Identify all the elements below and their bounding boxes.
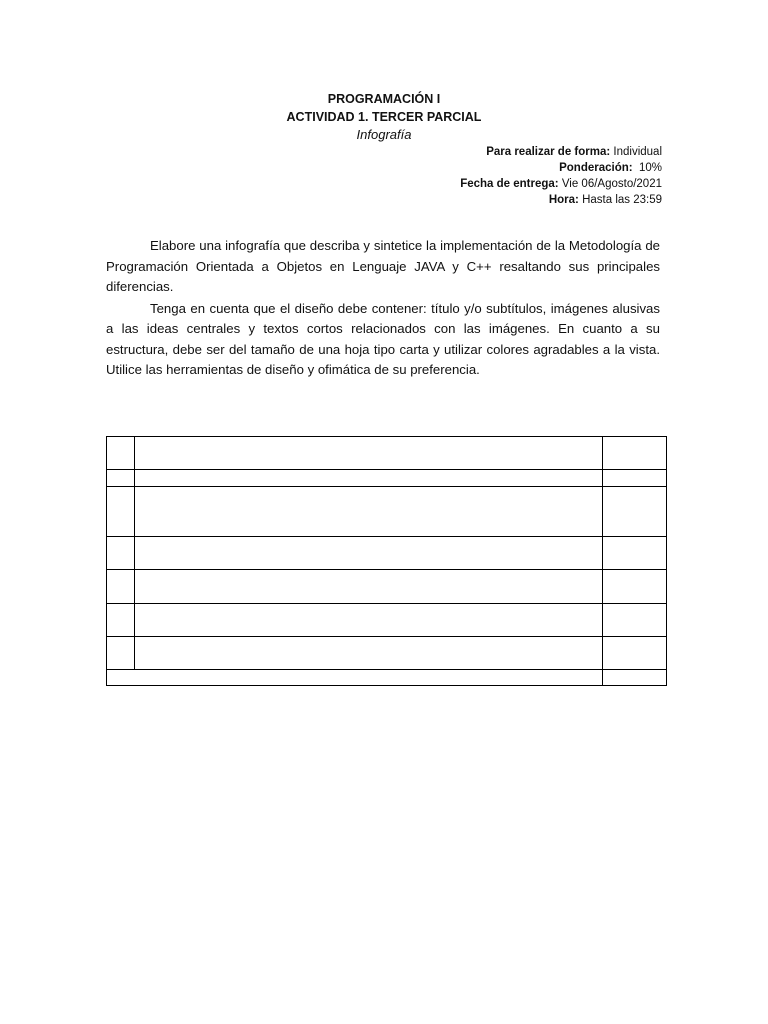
table-cell xyxy=(135,604,603,637)
table-row xyxy=(107,437,667,470)
table-cell xyxy=(107,604,135,637)
table-cell xyxy=(603,487,667,537)
table-row xyxy=(107,604,667,637)
table-cell xyxy=(603,470,667,487)
table-row xyxy=(107,487,667,537)
table-cell xyxy=(135,537,603,570)
table-row xyxy=(107,637,667,670)
table-cell xyxy=(603,570,667,604)
detail-due-date: Fecha de entrega: Vie 06/Agosto/2021 xyxy=(460,178,662,190)
table-cell xyxy=(107,487,135,537)
detail-modality: Para realizar de forma: Individual xyxy=(486,146,662,158)
table-cell xyxy=(603,537,667,570)
course-title: PROGRAMACIÓN I xyxy=(327,92,441,106)
table-cell xyxy=(107,537,135,570)
table-row xyxy=(107,570,667,604)
table-cell xyxy=(603,637,667,670)
instructions xyxy=(106,236,660,382)
detail-time: Hora: Hasta las 23:59 xyxy=(548,194,662,206)
table-cell xyxy=(107,437,135,470)
table-row xyxy=(107,470,667,487)
activity-subtitle: Infografía xyxy=(356,127,412,142)
table-cell xyxy=(107,470,135,487)
table-row xyxy=(107,670,667,686)
table-cell xyxy=(603,670,667,686)
instruction-paragraph: Tenga en cuenta que el diseño debe contener: título y/o subtítulos, imágenes alusivas a las ideas centrales y textos cortos relacionados con las imágenes. En cuanto a su estructura, debe ser del tamaño de una hoja tipo carta y utilizar colores agradables a la vista. Utilice las herramientas de diseño y ofimática de su preferencia. xyxy=(106,300,660,377)
activity-details xyxy=(460,144,662,208)
table-row xyxy=(107,537,667,570)
table-cell xyxy=(107,570,135,604)
table-cell xyxy=(135,637,603,670)
table-cell xyxy=(135,437,603,470)
document-header xyxy=(0,90,768,144)
rubric-table xyxy=(106,436,667,686)
table-cell xyxy=(135,570,603,604)
table-cell xyxy=(107,637,135,670)
table-cell xyxy=(135,487,603,537)
table-cell xyxy=(135,470,603,487)
activity-title: ACTIVIDAD 1. TERCER PARCIAL xyxy=(286,110,482,124)
table-cell xyxy=(603,604,667,637)
detail-weight: Ponderación: 10% xyxy=(559,162,662,174)
instruction-paragraph: Elabore una infografía que describa y sintetice la implementación de la Metodología de Programación Orientada a Objetos en Lenguaje JAVA y C++ resaltando sus principales diferencias. xyxy=(106,238,660,294)
table-cell xyxy=(107,670,603,686)
table-cell xyxy=(603,437,667,470)
